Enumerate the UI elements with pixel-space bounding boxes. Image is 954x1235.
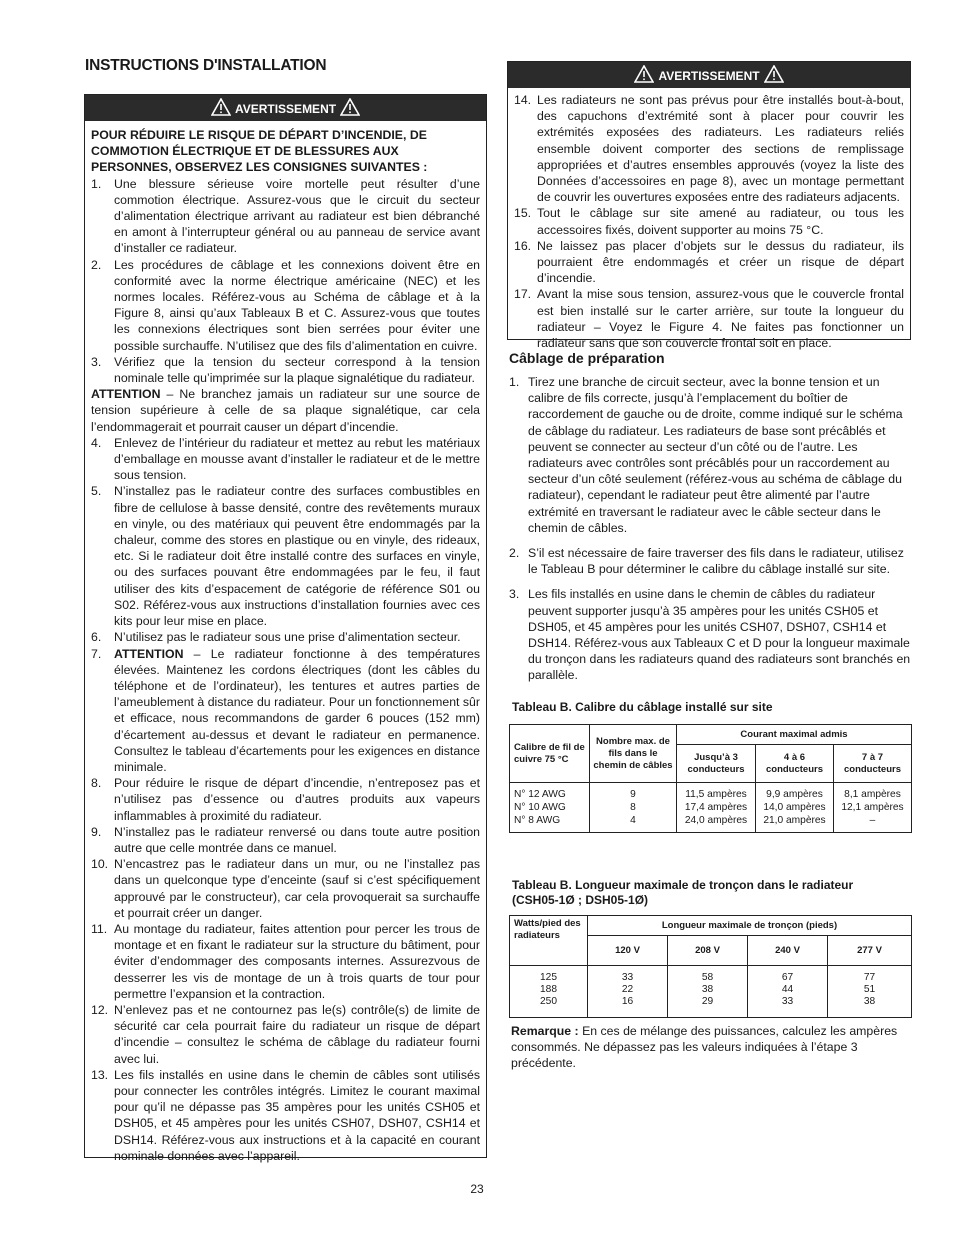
cell-line: 8 <box>630 802 636 813</box>
cell-line: 250 <box>540 996 557 1007</box>
cell-line: 125 <box>540 972 557 983</box>
cell-line: 8,1 ampères <box>844 789 901 800</box>
table-cell <box>668 966 748 1018</box>
list-item <box>514 286 904 351</box>
col-header-courant: Courant maximal admis <box>677 725 912 745</box>
item-number: 16. <box>514 238 532 253</box>
cell-line: N° 8 AWG <box>514 815 561 826</box>
item-number: 14. <box>514 93 532 107</box>
table-row <box>510 966 912 1018</box>
cell-line: 58 <box>701 972 714 983</box>
item-text: Enlevez de l’intérieur du radiateur et mettez au rebut les matériaux d’emballage en mousse avant d’installer le radiateur et de le mettre sous tension. <box>114 435 480 483</box>
list-item <box>91 824 480 856</box>
item-number: 10. <box>91 857 109 872</box>
table-cell <box>677 783 756 833</box>
item-text: Au montage du radiateur, faites attention pour percer les trous de montage et en fixant le radiateur sur la structure du bâtiment, pour éviter d’endommager des composants internes. Assurezvous de desserrer les vis de montage de un à trois quarts de tour pour permettre l’expansion et la contraction. <box>114 921 480 1001</box>
col-header-calibre: Calibre de fil de cuivre 75 °C <box>510 725 590 783</box>
item-number: 2. <box>91 257 102 272</box>
list-item <box>514 92 904 205</box>
warning-triangle-icon <box>211 98 231 116</box>
table-cell <box>828 966 912 1018</box>
caption-line: Tableau B. Longueur maximale de tronçon dans le radiateur <box>512 878 854 892</box>
warning-triangle-icon <box>764 65 784 83</box>
item-text: Les fils installés en usine dans le chemin de câbles du radiateur peuvent supporter jusqu’à 35 ampères pour les unités CSH05 et DSH05, et 45 ampères pour les unités CSH07, DSH07, CSH14 et DSH14. Référez-vous aux Tableaux C et D pour la longueur maximale du tronçon dans les radiateurs quand des radiateurs sont branchés en parallèle. <box>528 587 911 683</box>
list-item <box>91 257 480 354</box>
list-item <box>514 238 904 287</box>
cell-line: 12,1 ampères <box>841 802 904 813</box>
col-header-watts: Watts/pied des radiateurs <box>510 916 588 966</box>
table-cell <box>588 966 668 1018</box>
attention-label: ATTENTION <box>114 646 184 661</box>
warning-box-right <box>507 61 911 351</box>
item-text: N’installez pas le radiateur renversé ou dans toute autre position autre que celle montrée dans ce manuel. <box>114 824 480 855</box>
attention-label: ATTENTION <box>91 387 161 402</box>
item-text: Ne laissez pas placer d’objets sur le dessus du radiateur, ils pourraient être endommagés et créer un risque de départ d’incendie. <box>537 238 904 286</box>
col-header-277v: 277 V <box>828 936 912 966</box>
warning-triangle-icon <box>340 98 360 116</box>
list-item <box>91 1002 480 1067</box>
cell-line: 9 <box>630 789 636 800</box>
table-b-caption: Tableau B. Calibre du câblage installé sur site <box>512 700 773 714</box>
col-header-120v: 120 V <box>588 936 668 966</box>
cell-line: 14,0 ampères <box>763 802 826 813</box>
prep-list <box>509 374 913 693</box>
col-header-longueur: Longueur maximale de tronçon (pieds) <box>588 916 912 936</box>
cell-line: N° 10 AWG <box>514 802 566 813</box>
page-number: 23 <box>470 1182 484 1196</box>
list-item <box>91 176 480 257</box>
list-item <box>509 374 913 536</box>
col-header-4a6: 4 à 6 conducteurs <box>756 745 834 783</box>
list-item <box>91 435 480 484</box>
list-item <box>514 205 904 237</box>
cell-line: 51 <box>863 984 876 995</box>
item-number: 8. <box>91 776 102 791</box>
cell-line: 188 <box>540 984 557 995</box>
item-number: 3. <box>91 354 102 369</box>
warning-lead: POUR RÉDUIRE LE RISQUE DE DÉPART D’INCENDIE, DE COMMOTION ÉLECTRIQUE ET DE BLESSURES AUX PERSONNES, OBSERVEZ LES CONSIGNES SUIVANTES : <box>91 128 428 175</box>
cell-line: 9,9 ampères <box>766 789 823 800</box>
cell-line: 17,4 ampères <box>684 802 748 813</box>
list-item <box>91 1067 480 1164</box>
cell-line: 38 <box>701 984 714 995</box>
item-number: 5. <box>91 484 102 499</box>
col-header-nombre: Nombre max. de fils dans le chemin de câbles <box>590 725 677 783</box>
table-row <box>510 783 912 833</box>
cell-line: 11,5 ampères <box>685 789 747 800</box>
item-number: 6. <box>91 630 102 645</box>
item-number: 3. <box>509 587 520 602</box>
cell-line: 22 <box>621 984 634 995</box>
cell-line: 21,0 ampères <box>763 815 826 826</box>
cell-line: 77 <box>863 972 876 983</box>
list-item <box>91 629 480 645</box>
item-text: N’encastrez pas le radiateur dans un mur, ou ne l’installez pas dans un quelconque type d’enceinte (sauf si c’est spécifiquement approuvé par le constructeur), car cela provoquerait sa surchauffe et pourrait créer un danger. <box>114 857 480 920</box>
cell-line: 24,0 ampères <box>684 815 748 826</box>
attention-note <box>91 386 480 435</box>
list-item <box>509 586 913 683</box>
list-item <box>91 483 480 629</box>
cell-line: 44 <box>781 984 794 995</box>
item-number: 12. <box>91 1002 109 1017</box>
warning-header <box>85 95 486 121</box>
item-text: Tirez une branche de circuit secteur, avec la bonne tension et un calibre de fils correcte, jusqu’à l’emplacement du boîtier de raccordement de gauche ou de droite, comme indiqué sur le schéma de câblage du radiateur. Les radiateurs de base sont précâblés et peuvent se connecter au secteur d’un côté ou de l’autre. Les radiateurs avec contrôles sont précâblés pour un raccordement au secteur d’un côté seulement (référez-vous au schéma de câblage du radiateur), cependant le radiateur peut être alimenté par l’autre extrémité en traversant le radiateur avec le câble secteur dans le chemin de câbles. <box>528 375 903 535</box>
item-text: S’il est nécessaire de faire traverser des fils dans le radiateur, utilisez le Tableau B pour déterminer le calibre du câblage installé sur site. <box>528 546 904 577</box>
col-header-7a7: 7 à 7 conducteurs <box>834 745 912 783</box>
attention-text: – Ne branchez jamais un radiateur sur une source de tension supérieure à celle de sa plaque signalétique, car cela l’endommagerait et pourrait causer un départ d’incendie. <box>91 387 480 434</box>
warning-label: AVERTISSEMENT <box>658 68 760 83</box>
item-number: 17. <box>514 287 532 302</box>
cell-line: 38 <box>863 996 876 1007</box>
item-text: N’enlevez pas et ne contournez pas le(s) contrôle(s) de limite de sécurité car cela pourrait faire du radiateur un risque de départ d’incendie – consultez le schéma de câblage du radiateur fourni avec lui. <box>114 1002 480 1066</box>
cell-line: 16 <box>621 996 634 1007</box>
list-item <box>509 545 913 577</box>
list-item <box>91 856 480 921</box>
warning-header <box>508 62 910 88</box>
col-header-240v: 240 V <box>748 936 828 966</box>
section-title: Câblage de préparation <box>509 350 665 366</box>
remark-label: Remarque : <box>511 1024 579 1038</box>
cell-line: 4 <box>630 815 636 826</box>
cell-line: 33 <box>621 972 634 983</box>
item-text: Une blessure sérieuse voire mortelle peut résulter d’une commotion électrique. Assurez-vous que le circuit du secteur d’alimentation électrique arrivant au radiateur est bien débranché en amont à l’interrupteur général ou au panneau de service avant d’installer ce radiateur. <box>114 176 480 256</box>
table-cell <box>834 783 912 833</box>
item-number: 7. <box>91 646 102 661</box>
item-text <box>114 646 480 776</box>
item-number: 1. <box>91 176 102 191</box>
cell-line: N° 12 AWG <box>514 789 566 800</box>
table-cell <box>510 783 590 833</box>
page-title: INSTRUCTIONS D'INSTALLATION <box>85 57 327 74</box>
item-number: 4. <box>91 435 102 450</box>
item-text: Les procédures de câblage et les connexions doivent être en conformité avec la norme électrique américaine (NEC) et les normes locales. Référez-vous au Schéma de câblage et à la Figure 8, ainsi qu’aux Tableaux B et C. Assurez-vous que toutes les connexions électriques sont bien serrées pour éviter une possible surchauffe. N’utilisez que des fils d’alimentation en cuivre. <box>114 257 480 353</box>
table-c <box>509 915 912 1018</box>
item-number: 1. <box>509 375 520 389</box>
cell-line: 67 <box>781 972 794 983</box>
list-item <box>91 775 480 824</box>
item-number: 13. <box>91 1067 109 1082</box>
item-text: Les radiateurs ne sont pas prévus pour être installés bout-à-bout, des capuchons d’extrémité sont à placer pour couvrir les extrémités exposées des radiateurs. Les radiateurs reliés ensemble doivent comporter des sections de remplissage appropriées et d’autres ensembles approuvés (voyez la liste des Données d’accessoires en page 8), avec un montage permettant de couvrir les ouvertures exposées entre des radiateurs adjacents. <box>537 93 904 205</box>
cell-line: – <box>869 815 876 826</box>
cell-line: 33 <box>781 996 794 1007</box>
attention-text: – Le radiateur fonctionne à des températures élevées. Maintenez les cordons électriques (dont les câbles du téléphone et de l’ordinateur), les tentures et autres parties de l’ameublement à distance du radiateur. Pour un fonctionnement sûr et efficace, nous recommandons de garder 6 pouces (152 mm) d’écartement au-dessus et devant le radiateur en permanence. Consultez le tableau d’écartements pour les exigences en distance minimale. <box>114 646 480 774</box>
warning-label: AVERTISSEMENT <box>234 101 337 116</box>
item-text: Les fils installés en usine dans le chemin de câbles sont utilisés pour connecter les contrôles intégrés. Limitez le courant maximal pour qu’il ne dépasse pas 35 ampères pour les unités CSH05 et DSH05, et 45 ampères pour les unités CSH07, DSH07, CSH14 et DSH14. Référez-vous aux instructions et à la capacité en courant nominale données avec l’appareil. <box>114 1067 480 1163</box>
item-text: Pour réduire le risque de départ d’incendie, n’entreposez pas et n’utilisez pas d’essence ou d’autres produits aux vapeurs inflammables à proximité du radiateur. <box>114 776 480 823</box>
item-text: N’utilisez pas le radiateur sous une prise d’alimentation secteur. <box>114 630 461 645</box>
item-text: Tout le câblage sur site amené au radiateur, ou tous les accessoires fixés, doivent supporter au moins 75 °C. <box>537 206 904 237</box>
col-header-208v: 208 V <box>668 936 748 966</box>
item-text: N’installez pas le radiateur contre des surfaces combustibles en fibre de cellulose à basse densité, contre des revêtements muraux en vinyle, ou des matériaux qui peuvent être endommagés par la chaleur, comme des stores en plastique ou en vinyle, des rideaux, etc. Si le radiateur doit être installé contre des surfaces en vinyle, ou des surfaces pouvant être endommagées par le feu, il faut utiliser des kits d’espacement de catégorie de référence S01 ou S02. Référez-vous aux instructions d’installation fournies avec ces kits pour leur mise en place. <box>114 484 480 629</box>
list-item <box>91 354 480 386</box>
table-c-caption <box>512 878 853 908</box>
table-cell <box>756 783 834 833</box>
item-text: Avant la mise sous tension, assurez-vous que le couvercle frontal est bien installé sur le carter arrière, sur toute la longueur du radiateur – Voyez le Figure 4. Ne faites pas fonctionner un radiateur sans que son couvercle frontal soit en place. <box>537 287 904 351</box>
item-number: 2. <box>509 546 520 561</box>
warning-box-left <box>84 94 487 1163</box>
list-item <box>91 646 480 776</box>
cell-line: 29 <box>701 996 714 1007</box>
table-cell <box>748 966 828 1018</box>
table-b <box>509 724 912 833</box>
caption-line: (CSH05-1Ø ; DSH05-1Ø) <box>512 893 649 907</box>
table-cell <box>590 783 677 833</box>
item-number: 11. <box>91 921 108 936</box>
col-header-jusqua3: Jusqu’à 3 conducteurs <box>677 745 756 783</box>
item-text: Vérifiez que la tension du secteur correspond à la tension nominale telle qu’imprimée sur la plaque signalétique du radiateur. <box>114 354 480 386</box>
table-cell <box>510 966 588 1018</box>
list-item <box>91 921 480 1002</box>
item-number: 15. <box>514 206 532 221</box>
warning-triangle-icon <box>634 65 654 83</box>
remark-text: En ces de mélange des puissances, calculez les ampères consommés. Ne dépassez pas les valeurs indiquées à l’étape 3 précédente. <box>511 1024 898 1071</box>
item-number: 9. <box>91 824 102 839</box>
remark <box>511 1023 911 1072</box>
